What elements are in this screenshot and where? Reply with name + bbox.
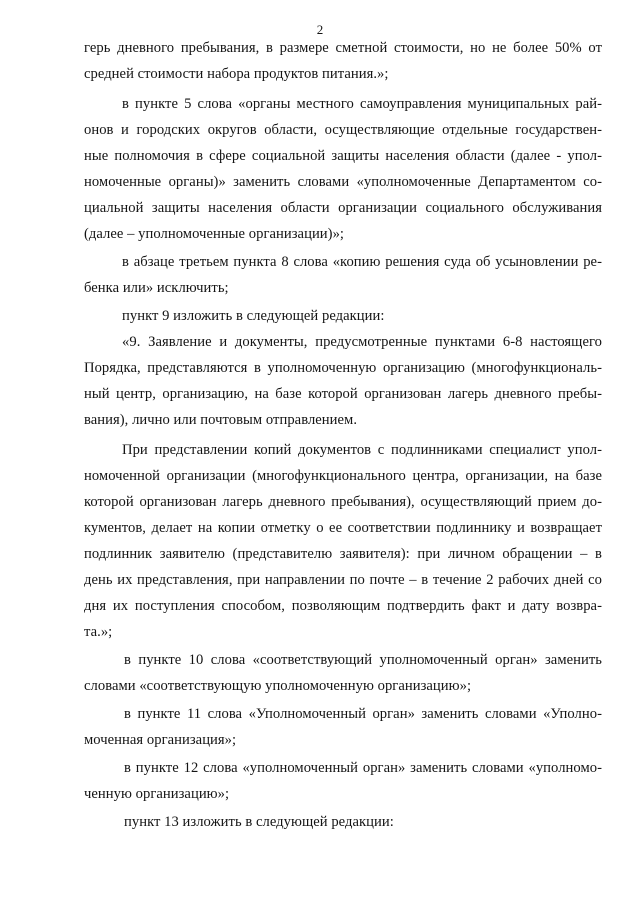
text-line: вания), лично или почтовым отправлением. [84,412,358,428]
text-line: которой организован лагерь дневного пребывания), осуществляющий прием до- [84,494,602,510]
text-line: кументов, делает на копии отметку о ее соответствии подлиннику и возвращает [84,520,602,536]
text-line: бенка или» исключить; [84,280,229,296]
text-line: в пункте 10 слова «соответствующий уполномоченный орган» заменить [124,652,602,668]
text-line: та.»; [84,624,113,640]
text-line: номоченной организации (многофункционального центра, организации, на базе [84,468,602,484]
text-line: словами «соответствующую уполномоченную организацию»; [84,678,472,694]
text-line: моченная организация»; [84,732,237,748]
text-line: в пункте 12 слова «уполномоченный орган» заменить словами «уполномо- [124,760,602,776]
text-line: герь дневного пребывания, в размере сметной стоимости, но не более 50% от [84,40,602,56]
text-line: ные полномочия в сфере социальной защиты населения области (далее - упол- [84,148,602,164]
text-line: циальной защиты населения области организации социального обслуживания [84,200,602,216]
text-line: день их представления, при направлении по почте – в течение 2 рабочих дней со [84,572,602,588]
text-line: ный центр, организацию, на базе которой организован лагерь дневного пребы- [84,386,602,402]
text-line: пункт 13 изложить в следующей редакции: [124,814,394,830]
text-line: дня их поступления способом, позволяющим подтвердить факт и дату возвра- [84,598,602,614]
text-line: «9. Заявление и документы, предусмотренные пунктами 6-8 настоящего [122,334,602,350]
text-line: в пункте 5 слова «органы местного самоуправления муниципальных рай- [122,96,602,112]
text-line: номоченные органы)» заменить словами «уполномоченные Департаментом со- [84,174,602,190]
text-line: Порядка, представляются в уполномоченную организацию (многофункциональ- [84,360,602,376]
text-line: пункт 9 изложить в следующей редакции: [122,308,385,324]
text-line: ченную организацию»; [84,786,230,802]
text-line: онов и городских округов области, осуществляющие отдельные государствен- [84,122,602,138]
text-line: в абзаце третьем пункта 8 слова «копию решения суда об усыновлении ре- [122,254,602,270]
text-line: При представлении копий документов с подлинниками специалист упол- [122,442,602,458]
text-line: (далее – уполномоченные организации)»; [84,226,345,242]
page-number: 2 [316,22,324,37]
text-line: средней стоимости набора продуктов питания.»; [84,66,389,82]
text-line: в пункте 11 слова «Уполномоченный орган» заменить словами «Уполно- [124,706,602,722]
text-line: подлинник заявителю (представителю заявителя): при личном обращении – в [84,546,602,562]
